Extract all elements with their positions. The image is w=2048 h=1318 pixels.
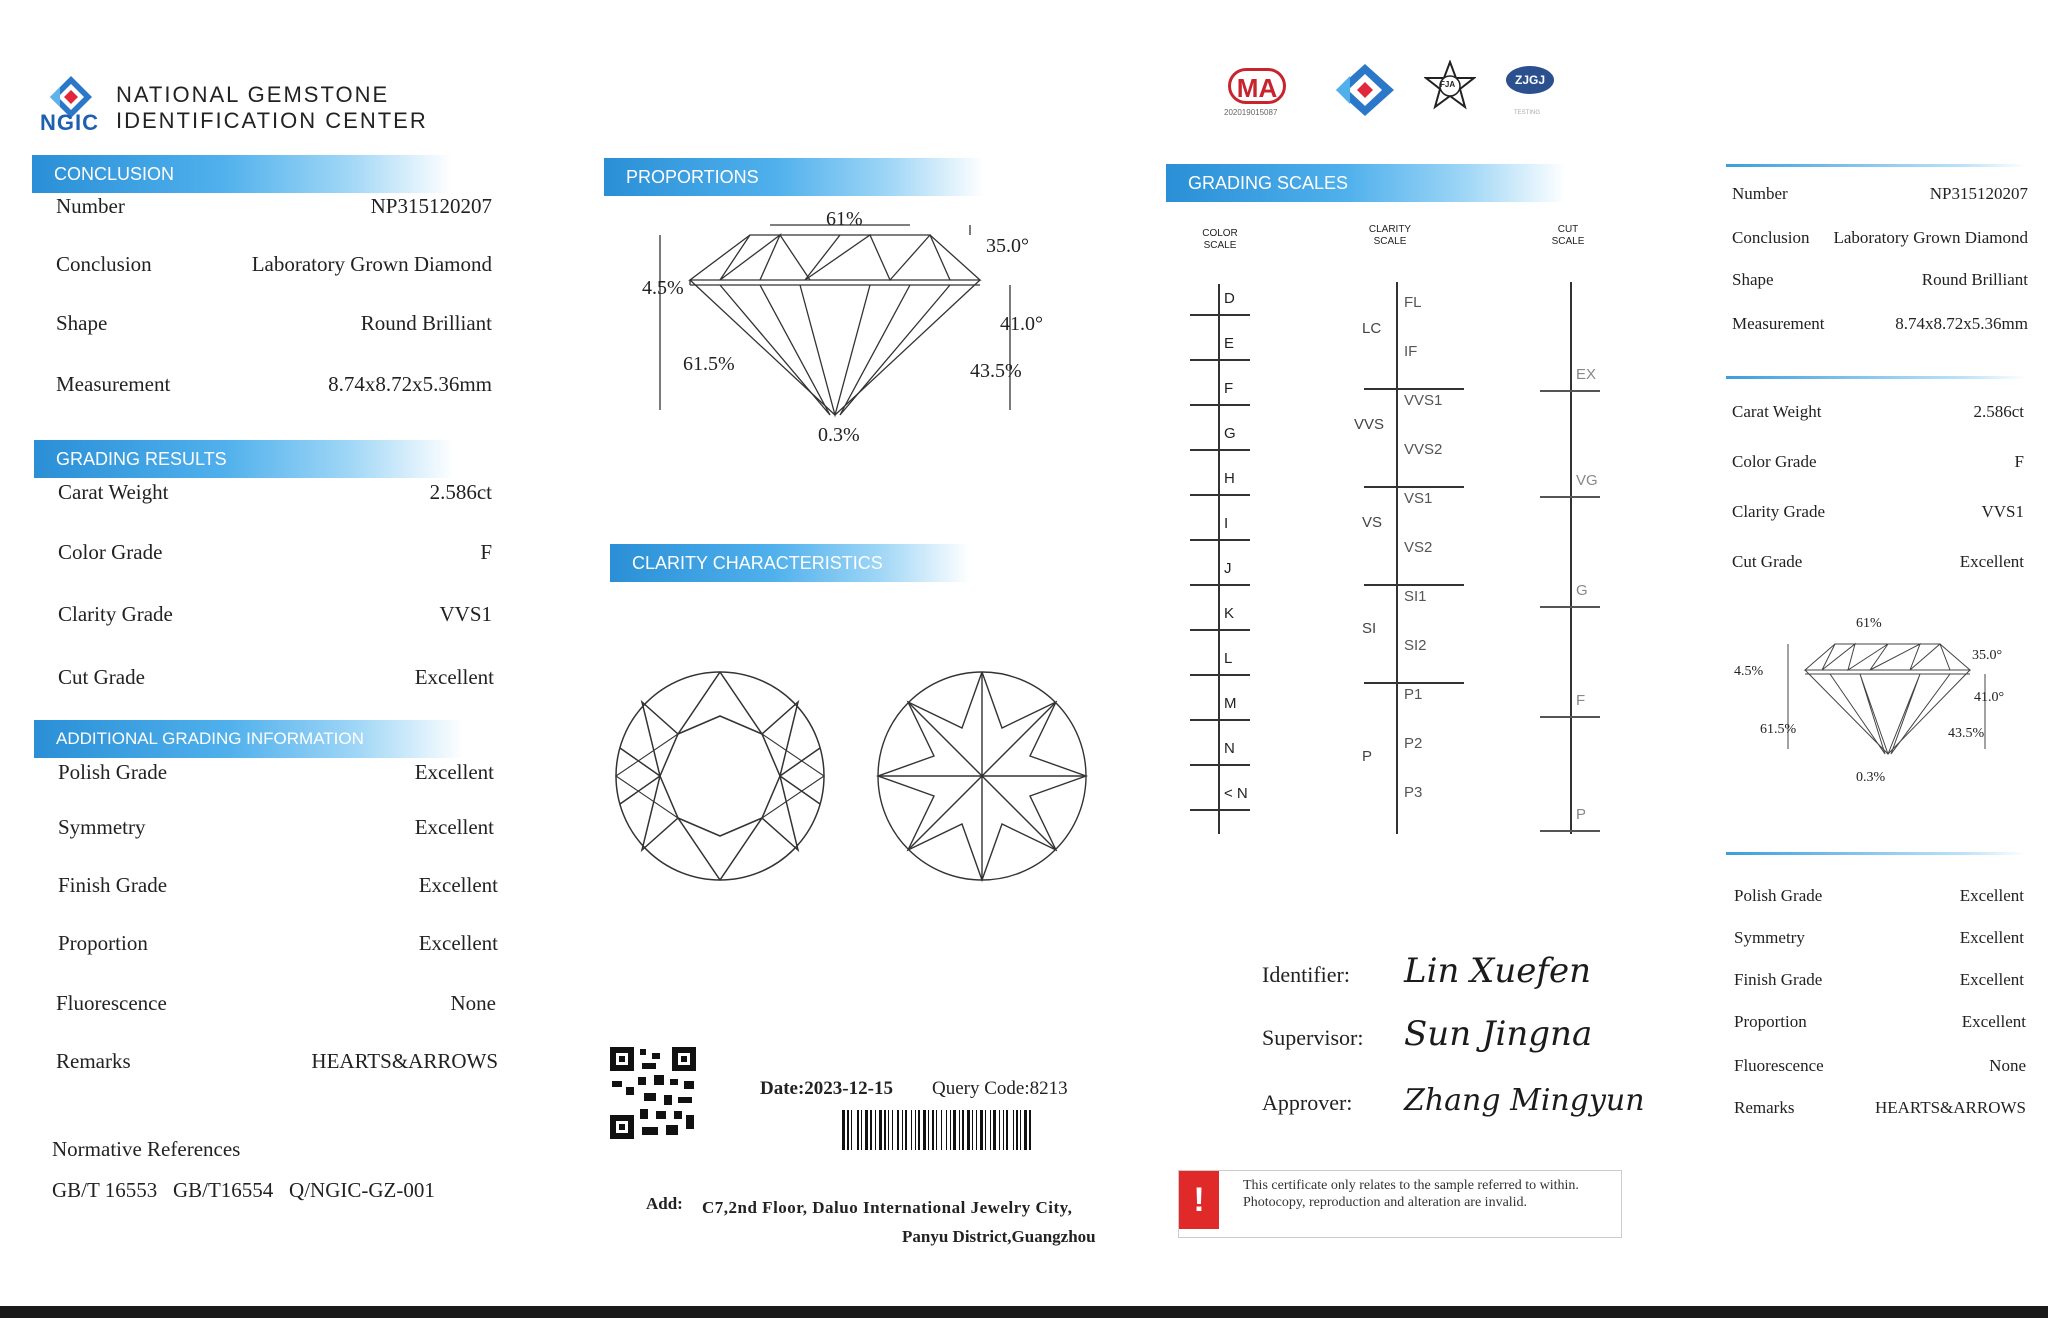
summary-divider-1 — [1726, 164, 2026, 167]
clarity-scale-grade: VS2 — [1404, 539, 1433, 556]
barcode-bar — [911, 1110, 912, 1150]
conclusion-banner: CONCLUSION — [32, 155, 452, 193]
cut-scale-head: CUT SCALE — [1551, 224, 1585, 247]
prop-table: 61% — [826, 208, 863, 230]
clarity-scale-grade: VVS1 — [1404, 392, 1443, 409]
cut-scale-tick — [1540, 830, 1600, 832]
summary-divider-2 — [1726, 376, 2026, 379]
barcode-bar — [1020, 1110, 1021, 1150]
color-scale-tick — [1190, 809, 1250, 811]
barcode-bar — [892, 1110, 893, 1150]
clarity-group-divider — [1364, 388, 1464, 390]
zjgj-sub: TESTING — [1514, 110, 1541, 116]
ma-logo — [1222, 68, 1296, 120]
notice-box — [1178, 1170, 1622, 1238]
color-scale-grade: K — [1224, 605, 1235, 622]
cut-scale-tick — [1540, 606, 1600, 608]
summary-prop-pavilion-angle: 41.0° — [1974, 690, 2005, 705]
ma-number: 202019015087 — [1224, 108, 1278, 117]
barcode-bar — [842, 1110, 845, 1150]
grading-scales-banner: GRADING SCALES — [1166, 164, 1566, 202]
barcode-bar — [950, 1110, 951, 1150]
address-line2: Panyu District,Guangzhou — [902, 1227, 1096, 1246]
color-scale-grade: < N — [1224, 785, 1248, 802]
cut-scale-grade: F — [1576, 692, 1586, 709]
summary-prop-total-depth: 61.5% — [1760, 722, 1797, 737]
certificate-date: Date:2023-12-15 — [760, 1078, 893, 1099]
color-scale-tick — [1190, 539, 1250, 541]
clarity-group-label: VS — [1362, 514, 1383, 531]
clarity-scale-grade: P2 — [1404, 735, 1423, 752]
color-scale-grade: E — [1224, 335, 1235, 352]
address-label: Add: — [646, 1194, 683, 1213]
ngic-seal-icon — [1334, 62, 1396, 118]
prop-culet: 0.3% — [818, 424, 860, 446]
clarity-group-divider — [1364, 584, 1464, 586]
warning-icon: ! — [1179, 1171, 1219, 1229]
zjgj-text: ZJGJ — [1506, 66, 1554, 94]
grading-results-banner: GRADING RESULTS — [34, 440, 454, 478]
barcode-bar — [959, 1110, 960, 1150]
clarity-group-label: VVS — [1354, 416, 1385, 433]
color-scale-tick — [1190, 719, 1250, 721]
brand-ngic: NGIC — [40, 110, 99, 135]
clarity-scale — [1356, 282, 1466, 834]
cut-scale-grade: G — [1576, 582, 1588, 599]
clarity-group-label: P — [1362, 748, 1373, 765]
color-scale-grade: H — [1224, 470, 1235, 487]
barcode-bar — [1016, 1110, 1018, 1150]
clarity-scale-grade: SI2 — [1404, 637, 1427, 654]
barcode-bar — [888, 1110, 889, 1150]
query-code: Query Code:8213 — [932, 1078, 1068, 1099]
fja-text: FJA — [1440, 80, 1456, 89]
barcode-bar — [972, 1110, 973, 1150]
color-scale — [1188, 284, 1248, 834]
barcode-bar — [1013, 1110, 1014, 1150]
color-scale-tick — [1190, 494, 1250, 496]
barcode-bar — [851, 1110, 852, 1150]
summary-prop-crown-angle: 35.0° — [1972, 648, 2003, 663]
clarity-plot-pavilion — [874, 668, 1090, 884]
summary-prop-pavilion-depth: 43.5% — [1948, 726, 1985, 741]
clarity-scale-grade: P3 — [1404, 784, 1423, 801]
summary-divider-3 — [1726, 852, 2026, 855]
barcode-bar — [932, 1110, 934, 1150]
color-scale-tick — [1190, 764, 1250, 766]
clarity-scale-grade: VS1 — [1404, 490, 1433, 507]
clarity-scale-grade: VVS2 — [1404, 441, 1443, 458]
barcode-bar — [915, 1110, 916, 1150]
color-scale-grade: L — [1224, 650, 1233, 667]
barcode-bar — [980, 1110, 983, 1150]
color-scale-tick — [1190, 404, 1250, 406]
color-scale-grade: D — [1224, 290, 1235, 307]
barcode-bar — [902, 1110, 903, 1150]
proportions-banner: PROPORTIONS — [604, 158, 984, 196]
references-title: Normative References — [52, 1137, 241, 1161]
summary-prop-table: 61% — [1856, 616, 1882, 631]
clarity-scale-head: CLARITY SCALE — [1368, 224, 1412, 247]
ma-text: MA — [1228, 68, 1286, 104]
barcode-bar — [865, 1110, 868, 1150]
clarity-group-divider — [1364, 486, 1464, 488]
barcode-bar — [990, 1110, 991, 1150]
page-bottom-edge — [0, 1306, 2048, 1318]
barcode-bar — [999, 1110, 1000, 1150]
color-scale-grade: N — [1224, 740, 1235, 757]
barcode-bar — [993, 1110, 996, 1150]
barcode-bar — [884, 1110, 886, 1150]
barcode-bar — [870, 1110, 872, 1150]
references-items: GB/T 16553 GB/T16554 Q/NGIC-GZ-001 — [52, 1178, 435, 1202]
barcode-bar — [1029, 1110, 1031, 1150]
cut-scale-grade: VG — [1576, 472, 1598, 489]
cut-scale — [1540, 282, 1600, 834]
barcode-bar — [905, 1110, 907, 1150]
barcode-bar — [967, 1110, 970, 1150]
color-scale-tick — [1190, 449, 1250, 451]
barcode — [842, 1110, 1086, 1150]
clarity-scale-grade: SI1 — [1404, 588, 1427, 605]
color-scale-tick — [1190, 674, 1250, 676]
color-scale-grade: G — [1224, 425, 1236, 442]
clarity-plot-crown — [612, 668, 828, 884]
supervisor-signature: Sun Jingna — [1404, 1014, 1593, 1054]
fja-logo — [1424, 60, 1476, 112]
barcode-bar — [897, 1110, 899, 1150]
cut-scale-tick — [1540, 716, 1600, 718]
barcode-bar — [923, 1110, 926, 1150]
barcode-bar — [928, 1110, 929, 1150]
barcode-bar — [861, 1110, 862, 1150]
barcode-bar — [847, 1110, 849, 1150]
qr-code — [608, 1045, 698, 1141]
color-scale-grade: I — [1224, 515, 1229, 532]
barcode-bar — [941, 1110, 942, 1150]
barcode-bar — [976, 1110, 977, 1150]
color-scale-tick — [1190, 314, 1250, 316]
barcode-bar — [1003, 1110, 1004, 1150]
clarity-characteristics-banner: CLARITY CHARACTERISTICS — [610, 544, 970, 582]
zjgj-logo — [1506, 66, 1558, 118]
color-scale-tick — [1190, 584, 1250, 586]
clarity-group-divider — [1364, 682, 1464, 684]
approver-label: Approver: — [1262, 1090, 1353, 1115]
approver-signature: Zhang Mingyun — [1404, 1083, 1645, 1118]
barcode-bar — [1006, 1110, 1008, 1150]
barcode-bar — [875, 1110, 876, 1150]
prop-total-depth: 61.5% — [683, 353, 735, 375]
color-scale-grade: F — [1224, 380, 1234, 397]
summary-prop-crown-height: 4.5% — [1734, 664, 1764, 679]
color-scale-head: COLOR SCALE — [1202, 228, 1238, 251]
cut-scale-tick — [1540, 390, 1600, 392]
org-name-line2: IDENTIFICATION CENTER — [116, 108, 428, 133]
prop-pavilion-angle: 41.0° — [1000, 313, 1043, 335]
prop-crown-angle: 35.0° — [986, 235, 1029, 257]
clarity-scale-grade: FL — [1404, 294, 1422, 311]
clarity-group-label: LC — [1362, 320, 1382, 337]
clarity-group-label: SI — [1362, 620, 1377, 637]
barcode-bar — [857, 1110, 859, 1150]
prop-pavilion-depth: 43.5% — [970, 360, 1022, 382]
barcode-bar — [918, 1110, 920, 1150]
address-line1: C7,2nd Floor, Daluo International Jewelry City, — [702, 1198, 1073, 1217]
summary-prop-culet: 0.3% — [1856, 770, 1886, 785]
barcode-bar — [953, 1110, 956, 1150]
barcode-bar — [1024, 1110, 1027, 1150]
barcode-bar — [985, 1110, 986, 1150]
barcode-bar — [962, 1110, 964, 1150]
color-scale-grade: J — [1224, 560, 1232, 577]
notice-text: This certificate only relates to the sample referred to within. Photocopy, reproduction and alteration are invalid. — [1243, 1178, 1579, 1210]
additional-banner: ADDITIONAL GRADING INFORMATION — [34, 720, 464, 758]
barcode-bar — [879, 1110, 882, 1150]
color-scale-grade: M — [1224, 695, 1237, 712]
cut-scale-grade: EX — [1576, 366, 1597, 383]
cut-scale-grade: P — [1576, 806, 1587, 823]
identifier-label: Identifier: — [1262, 962, 1350, 987]
identifier-signature: Lin Xuefen — [1404, 951, 1591, 991]
clarity-scale-grade: P1 — [1404, 686, 1423, 703]
barcode-bar — [946, 1110, 947, 1150]
color-scale-tick — [1190, 629, 1250, 631]
supervisor-label: Supervisor: — [1262, 1025, 1364, 1050]
barcode-bar — [936, 1110, 937, 1150]
cut-scale-tick — [1540, 496, 1600, 498]
prop-crown-height: 4.5% — [642, 277, 684, 299]
org-name-line1: NATIONAL GEMSTONE — [116, 82, 390, 107]
color-scale-tick — [1190, 359, 1250, 361]
clarity-scale-grade: IF — [1404, 343, 1418, 360]
